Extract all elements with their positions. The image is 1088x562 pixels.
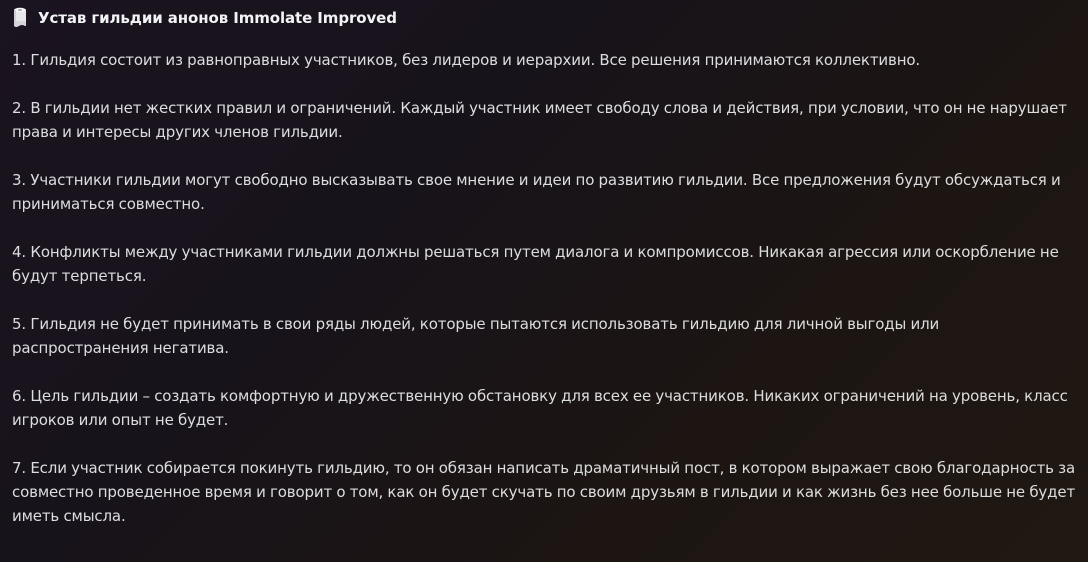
rule-item: 2. В гильдии нет жестких правил и ограничений. Каждый участник имеет свободу слова и действия, при условии, что он не нарушает права и интересы других членов гильдии. xyxy=(12,99,1067,141)
toilet-paper-roll-icon xyxy=(10,7,32,29)
rule-item: 4. Конфликты между участниками гильдии должны решаться путем диалога и компромиссов. Никакая агрессия или оскорбление не будут терпеться. xyxy=(12,243,1059,285)
rule-item: 5. Гильдия не будет принимать в свои ряды людей, которые пытаются использовать гильдию для личной выгоды или распространения негатива. xyxy=(12,315,940,357)
rule-item: 3. Участники гильдии могут свободно высказывать свое мнение и идеи по развитию гильдии. Все предложения будут обсуждаться и приниматься совместно. xyxy=(12,171,1061,213)
page-title: Устав гильдии анонов Immolate Improved xyxy=(38,9,397,27)
message-header xyxy=(12,6,1076,30)
rule-item: 6. Цель гильдии – создать комфортную и дружественную обстановку для всех ее участников. Никаких ограничений на уровень, класс игроков или опыт не будет. xyxy=(12,387,1068,429)
rule-item: 1. Гильдия состоит из равноправных участников, без лидеров и иерархии. Все решения принимаются коллективно. xyxy=(12,51,920,69)
rule-item: 7. Если участник собирается покинуть гильдию, то он обязан написать драматичный пост, в котором выражает свою благодарность за совместно проведенное время и говорит о том, как он будет скучать по своим друзьям в гильдии и как жизнь без нее больше не будет иметь смысла. xyxy=(12,459,1076,525)
